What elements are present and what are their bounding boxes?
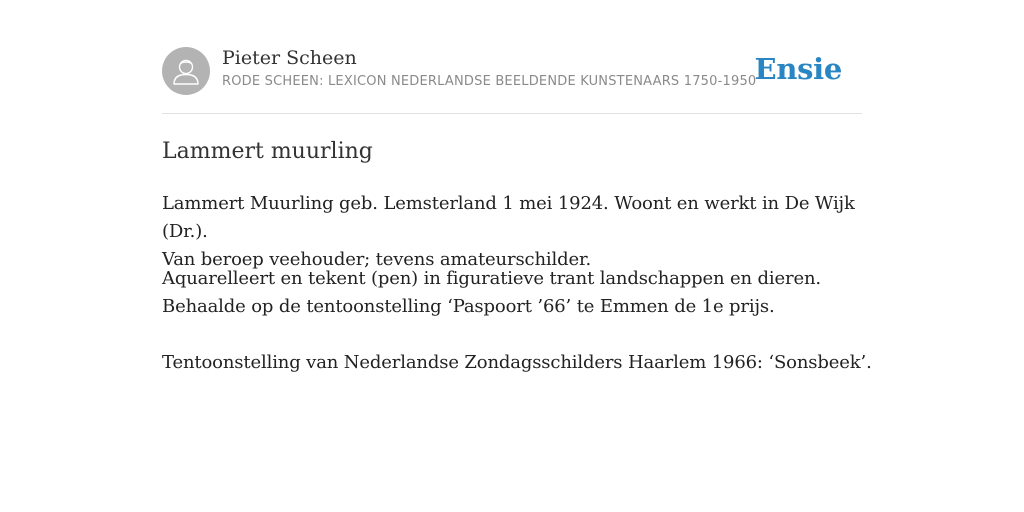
article-paragraph bbox=[162, 265, 882, 321]
source-title[interactable]: RODE SCHEEN: LEXICON NEDERLANDSE BEELDENDE KUNSTENAARS 1750-1950 bbox=[222, 74, 757, 89]
paragraph-line: Behaalde op de tentoonstelling ‘Paspoort ’66’ te Emmen de 1e prijs. bbox=[162, 296, 775, 317]
paragraph-line: Tentoonstelling van Nederlandse Zondagsschilders Haarlem 1966: ‘Sonsbeek’. bbox=[162, 352, 872, 373]
ensie-logo[interactable]: Ensie bbox=[754, 52, 842, 86]
article-paragraph bbox=[162, 190, 882, 274]
article-title: Lammert muurling bbox=[162, 139, 373, 164]
article-paragraph bbox=[162, 349, 882, 377]
paragraph-line: Van beroep veehouder; tevens amateurschilder. bbox=[162, 249, 592, 270]
paragraph-line: Aquarelleert en tekent (pen) in figuratieve trant landschappen en dieren. bbox=[162, 268, 821, 289]
article-header bbox=[162, 46, 862, 96]
author-name[interactable]: Pieter Scheen bbox=[222, 47, 357, 69]
user-icon bbox=[162, 47, 210, 95]
article-body bbox=[162, 137, 882, 373]
header-divider bbox=[162, 113, 862, 114]
author-avatar[interactable] bbox=[162, 47, 210, 95]
paragraph-line: Lammert Muurling geb. Lemsterland 1 mei 1924. Woont en werkt in De Wijk (Dr.). bbox=[162, 193, 855, 242]
